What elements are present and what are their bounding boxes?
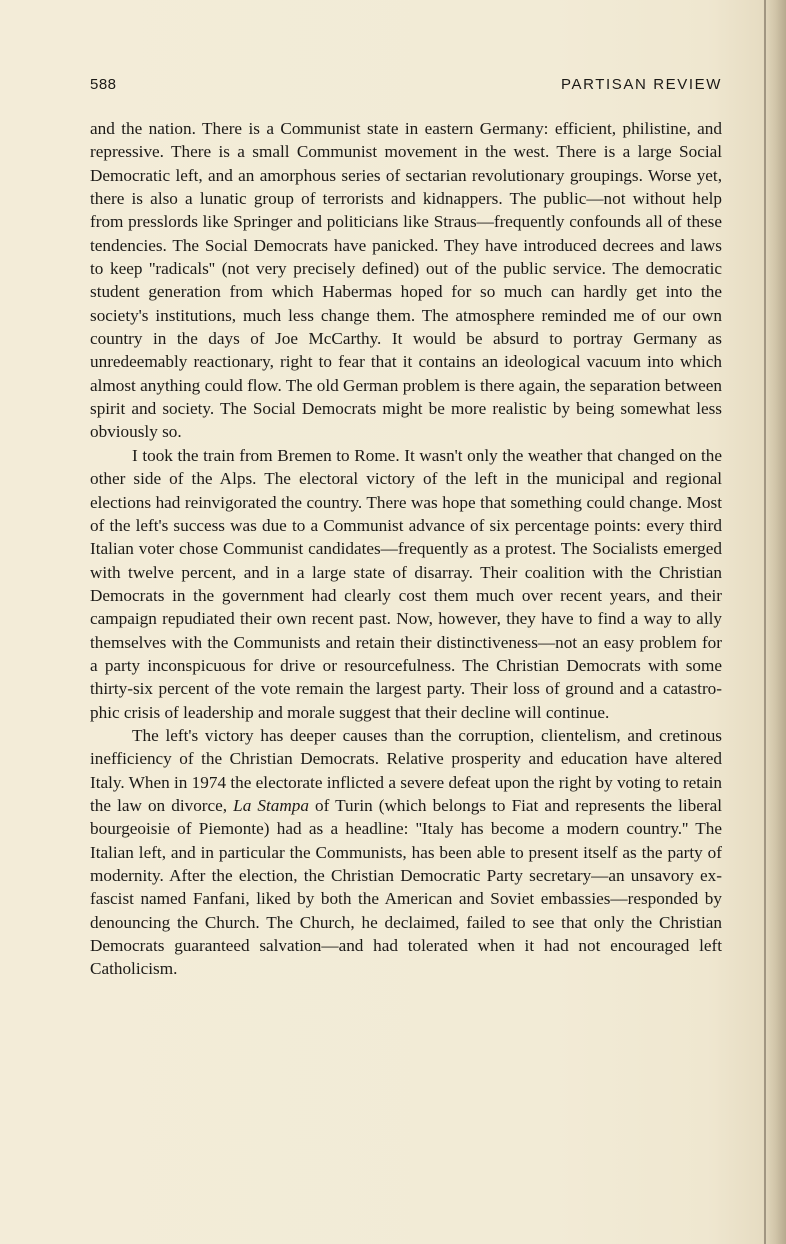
newspaper-title: La Stampa [233,795,309,815]
body-text [90,117,722,981]
paragraph-text-after: of Turin (which belongs to Fiat and represents the liberal bourgeoisie of Piemonte) had as a headline: ''Italy has become a modern country.'' The Italian left, and in particular the Communists, has been able to present itself as the party of modernity. After the election, the Christian Democratic Party secretary—an unsavory ex-fascist named Fanfani, liked by both the American and Soviet embassies—responded by denouncing the Church. The Church, he declaimed, failed to see that only the Christian Democrats guaranteed salvation—and had tolerated when it had not encouraged left Catholicism. [90,795,722,979]
paragraph-left-victory [90,724,722,981]
paragraph-text-before: The left's victory has deeper causes than the corruption, clientelism, and cretinous inefficiency of the Christian Democrats. Relative prosperity and education have altered Italy. When in 1974 the electorate inflicted a severe defeat upon the right by voting to retain the law on divorce, [90,725,722,815]
paragraph-germany: and the nation. There is a Communist state in eastern Germany: efficient, philistine, and repressive. There is a small Communist movement in the west. There is a large Social Democratic left, and an amorphous series of sectarian revolutionary groupings. Worse yet, there is also a lunatic group of terrorists and kidnappers. The public—not without help from presslords like Springer and politicians like Straus—frequently confounds all of these tendencies. The Social Democrats have panicked. They have introduced decrees and laws to keep ''radicals'' (not very precisely defined) out of the public service. The democratic student generation from which Habermas hoped for so much can hardly get into the society's institutions, much less change them. The atmosphere reminded me of our own country in the days of Joe McCarthy. It would be absurd to portray Germany as unredeemably reactionary, right to fear that it contains an ideological vacuum into which almost anything could flow. The old German problem is there again, the separation between spirit and society. The Social Democrats might be more realistic by being somewhat less obviously so. [90,119,722,442]
page-header [90,76,722,100]
page-edge-shadow [764,0,766,1244]
running-head: PARTISAN REVIEW [561,76,722,93]
paragraph-italy-elections: I took the train from Bremen to Rome. It wasn't only the weather that changed on the other side of the Alps. The electoral victory of the left in the municipal and regional elections had reinvigorated the country. There was hope that something could change. Most of the left's success was due to a Communist advance of six percentage points: every third Italian voter chose Communist candidates—frequently as a protest. The Socialists emerged with twelve percent, and in a large state of disarray. Their coalition with the Christian Democrats in the government had clearly cost them much over recent years, and their campaign repudiated their own recent past. Now, however, they have to find a way to ally themselves with the Communists and retain their distinctiveness—not an easy problem for a party inconspicuous for drive or resourcefulness. The Christian Democrats with some thirty-six percent of the vote remain the largest party. Their loss of ground and a catastrophic crisis of leadership and morale suggest that their decline will continue. [90,445,722,722]
page-number: 588 [90,76,117,93]
